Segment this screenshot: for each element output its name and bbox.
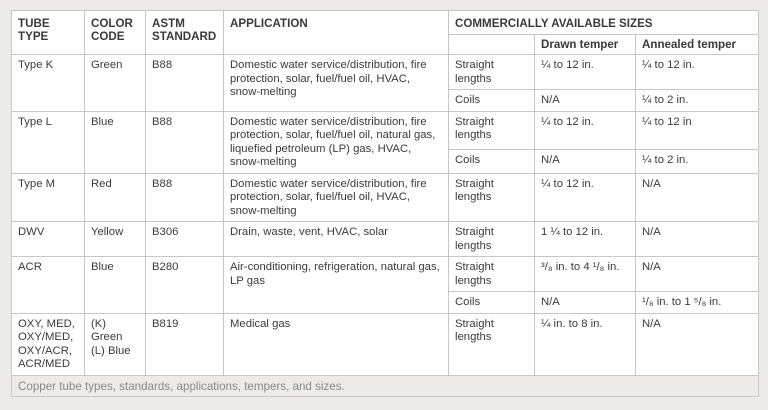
cell-form: Straight lengths xyxy=(449,257,535,292)
header-annealed-temper: Annealed temper xyxy=(636,35,759,55)
header-color-code: COLOR CODE xyxy=(85,11,146,55)
cell-color-code: Blue xyxy=(85,111,146,173)
table-row xyxy=(12,55,759,90)
cell-astm-standard: B88 xyxy=(146,173,224,222)
table-row xyxy=(12,111,759,149)
cell-astm-standard: B306 xyxy=(146,222,224,257)
table-row xyxy=(12,313,759,375)
cell-application: Drain, waste, vent, HVAC, solar xyxy=(224,222,449,257)
cell-form: Straight lengths xyxy=(449,111,535,149)
header-drawn-temper: Drawn temper xyxy=(535,35,636,55)
cell-color-code: Blue xyxy=(85,257,146,314)
cell-application: Domestic water service/distribution, fire protection, solar, fuel/fuel oil, HVAC, snow-melting xyxy=(224,55,449,112)
cell-annealed-temper: N/A xyxy=(636,222,759,257)
cell-astm-standard: B88 xyxy=(146,111,224,173)
cell-form: Straight lengths xyxy=(449,313,535,375)
table-row xyxy=(12,173,759,222)
table-row xyxy=(12,257,759,292)
cell-color-code: Yellow xyxy=(85,222,146,257)
cell-form: Coils xyxy=(449,292,535,314)
cell-tube-type: Type K xyxy=(12,55,85,112)
cell-annealed-temper: N/A xyxy=(636,313,759,375)
cell-form: Straight lengths xyxy=(449,222,535,257)
header-tube-type: TUBE TYPE xyxy=(12,11,85,55)
cell-annealed-temper: ¼ to 12 in xyxy=(636,111,759,149)
cell-astm-standard: B819 xyxy=(146,313,224,375)
header-application: APPLICATION xyxy=(224,11,449,55)
cell-form: Coils xyxy=(449,90,535,112)
table-caption: Copper tube types, standards, applications, tempers, and sizes. xyxy=(12,375,759,397)
cell-drawn-temper: N/A xyxy=(535,149,636,173)
cell-annealed-temper: ¹/₈ in. to 1 ⁵/₈ in. xyxy=(636,292,759,314)
cell-annealed-temper: N/A xyxy=(636,257,759,292)
cell-annealed-temper: ¼ to 2 in. xyxy=(636,149,759,173)
cell-drawn-temper: ¼ to 12 in. xyxy=(535,173,636,222)
cell-tube-type: Type L xyxy=(12,111,85,173)
cell-application: Medical gas xyxy=(224,313,449,375)
subheader-form-blank xyxy=(449,35,535,55)
cell-form: Coils xyxy=(449,149,535,173)
cell-drawn-temper: ¼ to 12 in. xyxy=(535,111,636,149)
cell-drawn-temper: N/A xyxy=(535,292,636,314)
cell-application: Air-conditioning, refrigeration, natural gas, LP gas xyxy=(224,257,449,314)
cell-application: Domestic water service/distribution, fire protection, solar, fuel/fuel oil, natural gas, liquefied petroleum (LP) gas, HVAC, snow-melting xyxy=(224,111,449,173)
cell-annealed-temper: N/A xyxy=(636,173,759,222)
cell-application: Domestic water service/distribution, fire protection, solar, fuel/fuel oil, HVAC, snow-melting xyxy=(224,173,449,222)
cell-color-code: Green xyxy=(85,55,146,112)
cell-drawn-temper: N/A xyxy=(535,90,636,112)
header-row xyxy=(12,11,759,35)
cell-annealed-temper: ¼ to 2 in. xyxy=(636,90,759,112)
cell-annealed-temper: ¼ to 12 in. xyxy=(636,55,759,90)
cell-drawn-temper: ¼ to 12 in. xyxy=(535,55,636,90)
header-astm-standard: ASTM STANDARD xyxy=(146,11,224,55)
cell-form: Straight lengths xyxy=(449,173,535,222)
cell-color-code: (K) Green (L) Blue xyxy=(85,313,146,375)
table-row xyxy=(12,222,759,257)
cell-drawn-temper: 1 ¼ to 12 in. xyxy=(535,222,636,257)
cell-tube-type: OXY, MED, OXY/MED, OXY/ACR, ACR/MED xyxy=(12,313,85,375)
caption-row xyxy=(12,375,759,397)
cell-tube-type: ACR xyxy=(12,257,85,314)
cell-form: Straight lengths xyxy=(449,55,535,90)
header-commercial-sizes: COMMERCIALLY AVAILABLE SIZES xyxy=(449,11,759,35)
cell-astm-standard: B280 xyxy=(146,257,224,314)
copper-tube-table xyxy=(11,10,759,397)
cell-astm-standard: B88 xyxy=(146,55,224,112)
cell-drawn-temper: ¼ in. to 8 in. xyxy=(535,313,636,375)
cell-tube-type: Type M xyxy=(12,173,85,222)
cell-drawn-temper: ³/₈ in. to 4 ¹/₈ in. xyxy=(535,257,636,292)
cell-tube-type: DWV xyxy=(12,222,85,257)
cell-color-code: Red xyxy=(85,173,146,222)
